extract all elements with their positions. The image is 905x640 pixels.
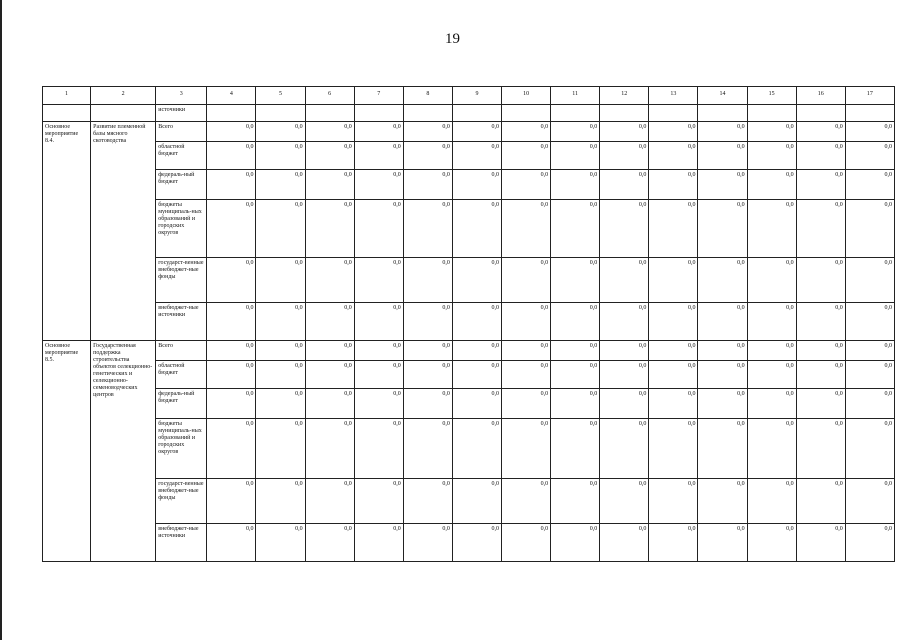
value-cell: 0,0 <box>698 341 747 361</box>
value-cell: 0,0 <box>354 142 403 170</box>
value-cell: 0,0 <box>403 142 452 170</box>
column-header: 3 <box>156 87 207 105</box>
value-cell: 0,0 <box>256 303 305 341</box>
value-cell: 0,0 <box>207 142 256 170</box>
value-cell: 0,0 <box>256 341 305 361</box>
funding-source: бюджеты муниципаль-ных образований и городских округов <box>156 200 207 258</box>
measure-title: Основное мероприятие 8.4. <box>43 122 91 341</box>
value-cell: 0,0 <box>747 122 796 142</box>
value-cell: 0,0 <box>403 389 452 419</box>
value-cell: 0,0 <box>551 170 600 200</box>
value-cell: 0,0 <box>796 122 845 142</box>
value-cell: 0,0 <box>551 361 600 389</box>
empty-cell <box>502 105 551 122</box>
value-cell: 0,0 <box>452 389 501 419</box>
table-row <box>43 122 895 142</box>
column-header: 17 <box>845 87 894 105</box>
table-row <box>43 341 895 361</box>
value-cell: 0,0 <box>403 303 452 341</box>
value-cell: 0,0 <box>305 389 354 419</box>
value-cell: 0,0 <box>698 419 747 479</box>
value-cell: 0,0 <box>796 524 845 562</box>
value-cell: 0,0 <box>649 479 698 524</box>
value-cell: 0,0 <box>354 479 403 524</box>
budget-table <box>42 86 895 562</box>
value-cell: 0,0 <box>600 361 649 389</box>
column-header: 7 <box>354 87 403 105</box>
column-header: 4 <box>207 87 256 105</box>
column-header: 12 <box>600 87 649 105</box>
value-cell: 0,0 <box>747 479 796 524</box>
value-cell: 0,0 <box>796 303 845 341</box>
value-cell: 0,0 <box>649 258 698 303</box>
measure-description: Государственная поддержка строительства объектов селекционно-генетических и селекционно-семеноводческих центров <box>91 341 156 562</box>
value-cell: 0,0 <box>600 389 649 419</box>
table-row <box>43 200 895 258</box>
carry-row <box>43 105 895 122</box>
value-cell: 0,0 <box>845 170 894 200</box>
value-cell: 0,0 <box>502 303 551 341</box>
value-cell: 0,0 <box>403 479 452 524</box>
value-cell: 0,0 <box>698 258 747 303</box>
funding-source: внебюджет-ные источники <box>156 303 207 341</box>
value-cell: 0,0 <box>305 122 354 142</box>
value-cell: 0,0 <box>354 122 403 142</box>
value-cell: 0,0 <box>649 341 698 361</box>
value-cell: 0,0 <box>747 258 796 303</box>
value-cell: 0,0 <box>305 361 354 389</box>
value-cell: 0,0 <box>747 303 796 341</box>
value-cell: 0,0 <box>305 479 354 524</box>
value-cell: 0,0 <box>207 122 256 142</box>
column-header: 11 <box>551 87 600 105</box>
value-cell: 0,0 <box>551 200 600 258</box>
measure-description: Развитие племенной базы мясного скотоводства <box>91 122 156 341</box>
value-cell: 0,0 <box>452 200 501 258</box>
value-cell: 0,0 <box>796 389 845 419</box>
value-cell: 0,0 <box>305 200 354 258</box>
value-cell: 0,0 <box>207 200 256 258</box>
value-cell: 0,0 <box>354 258 403 303</box>
header-row <box>43 87 895 105</box>
value-cell: 0,0 <box>354 361 403 389</box>
table-row <box>43 303 895 341</box>
value-cell: 0,0 <box>747 361 796 389</box>
funding-source: внебюджет-ные источники <box>156 524 207 562</box>
value-cell: 0,0 <box>551 258 600 303</box>
value-cell: 0,0 <box>305 170 354 200</box>
value-cell: 0,0 <box>600 303 649 341</box>
value-cell: 0,0 <box>452 361 501 389</box>
value-cell: 0,0 <box>747 200 796 258</box>
value-cell: 0,0 <box>256 479 305 524</box>
value-cell: 0,0 <box>207 258 256 303</box>
value-cell: 0,0 <box>747 419 796 479</box>
empty-cell <box>452 105 501 122</box>
value-cell: 0,0 <box>796 142 845 170</box>
value-cell: 0,0 <box>796 170 845 200</box>
value-cell: 0,0 <box>600 122 649 142</box>
value-cell: 0,0 <box>305 341 354 361</box>
value-cell: 0,0 <box>698 303 747 341</box>
column-header: 8 <box>403 87 452 105</box>
value-cell: 0,0 <box>354 524 403 562</box>
funding-source: федераль-ный бюджет <box>156 389 207 419</box>
column-header: 9 <box>452 87 501 105</box>
value-cell: 0,0 <box>207 479 256 524</box>
value-cell: 0,0 <box>698 361 747 389</box>
empty-cell <box>698 105 747 122</box>
value-cell: 0,0 <box>305 303 354 341</box>
value-cell: 0,0 <box>551 524 600 562</box>
value-cell: 0,0 <box>256 142 305 170</box>
value-cell: 0,0 <box>600 479 649 524</box>
value-cell: 0,0 <box>747 389 796 419</box>
value-cell: 0,0 <box>649 200 698 258</box>
value-cell: 0,0 <box>502 361 551 389</box>
value-cell: 0,0 <box>256 524 305 562</box>
value-cell: 0,0 <box>796 479 845 524</box>
value-cell: 0,0 <box>502 341 551 361</box>
value-cell: 0,0 <box>796 419 845 479</box>
value-cell: 0,0 <box>305 258 354 303</box>
value-cell: 0,0 <box>305 419 354 479</box>
column-header: 14 <box>698 87 747 105</box>
value-cell: 0,0 <box>649 142 698 170</box>
value-cell: 0,0 <box>649 419 698 479</box>
value-cell: 0,0 <box>354 200 403 258</box>
value-cell: 0,0 <box>207 524 256 562</box>
table-row <box>43 142 895 170</box>
value-cell: 0,0 <box>649 122 698 142</box>
empty-cell <box>551 105 600 122</box>
value-cell: 0,0 <box>207 389 256 419</box>
value-cell: 0,0 <box>698 122 747 142</box>
empty-cell <box>796 105 845 122</box>
value-cell: 0,0 <box>551 142 600 170</box>
value-cell: 0,0 <box>502 419 551 479</box>
value-cell: 0,0 <box>649 303 698 341</box>
table-row <box>43 258 895 303</box>
value-cell: 0,0 <box>403 200 452 258</box>
empty-cell <box>403 105 452 122</box>
value-cell: 0,0 <box>698 524 747 562</box>
empty-cell <box>43 105 91 122</box>
empty-cell <box>256 105 305 122</box>
value-cell: 0,0 <box>845 200 894 258</box>
value-cell: 0,0 <box>698 170 747 200</box>
value-cell: 0,0 <box>452 419 501 479</box>
value-cell: 0,0 <box>502 142 551 170</box>
value-cell: 0,0 <box>796 341 845 361</box>
table-row <box>43 389 895 419</box>
value-cell: 0,0 <box>698 389 747 419</box>
table-row <box>43 524 895 562</box>
funding-source: государст-венные внебюджет-ные фонды <box>156 258 207 303</box>
page-left-edge <box>0 0 2 640</box>
value-cell: 0,0 <box>354 341 403 361</box>
value-cell: 0,0 <box>600 258 649 303</box>
table-row <box>43 361 895 389</box>
value-cell: 0,0 <box>354 389 403 419</box>
value-cell: 0,0 <box>305 524 354 562</box>
value-cell: 0,0 <box>207 341 256 361</box>
value-cell: 0,0 <box>796 361 845 389</box>
value-cell: 0,0 <box>256 122 305 142</box>
value-cell: 0,0 <box>502 389 551 419</box>
value-cell: 0,0 <box>354 303 403 341</box>
value-cell: 0,0 <box>551 389 600 419</box>
value-cell: 0,0 <box>649 524 698 562</box>
value-cell: 0,0 <box>649 170 698 200</box>
empty-cell <box>207 105 256 122</box>
funding-source: источники <box>156 105 207 122</box>
value-cell: 0,0 <box>256 258 305 303</box>
empty-cell <box>305 105 354 122</box>
value-cell: 0,0 <box>845 361 894 389</box>
measure-title: Основное мероприятие 8.5. <box>43 341 91 562</box>
empty-cell <box>747 105 796 122</box>
value-cell: 0,0 <box>747 524 796 562</box>
value-cell: 0,0 <box>845 524 894 562</box>
value-cell: 0,0 <box>403 122 452 142</box>
value-cell: 0,0 <box>403 419 452 479</box>
column-header: 5 <box>256 87 305 105</box>
value-cell: 0,0 <box>698 142 747 170</box>
table-row <box>43 419 895 479</box>
empty-cell <box>354 105 403 122</box>
value-cell: 0,0 <box>502 258 551 303</box>
value-cell: 0,0 <box>551 341 600 361</box>
column-header: 16 <box>796 87 845 105</box>
value-cell: 0,0 <box>403 170 452 200</box>
value-cell: 0,0 <box>207 361 256 389</box>
value-cell: 0,0 <box>747 170 796 200</box>
value-cell: 0,0 <box>502 170 551 200</box>
column-header: 13 <box>649 87 698 105</box>
value-cell: 0,0 <box>452 142 501 170</box>
value-cell: 0,0 <box>403 258 452 303</box>
value-cell: 0,0 <box>403 524 452 562</box>
column-header: 1 <box>43 87 91 105</box>
value-cell: 0,0 <box>452 479 501 524</box>
value-cell: 0,0 <box>600 341 649 361</box>
table-row <box>43 479 895 524</box>
funding-source: федераль-ный бюджет <box>156 170 207 200</box>
column-header: 10 <box>502 87 551 105</box>
value-cell: 0,0 <box>207 303 256 341</box>
value-cell: 0,0 <box>502 479 551 524</box>
value-cell: 0,0 <box>747 341 796 361</box>
value-cell: 0,0 <box>600 200 649 258</box>
column-header: 6 <box>305 87 354 105</box>
funding-source: государст-венные внебюджет-ные фонды <box>156 479 207 524</box>
value-cell: 0,0 <box>207 419 256 479</box>
value-cell: 0,0 <box>354 419 403 479</box>
empty-cell <box>845 105 894 122</box>
value-cell: 0,0 <box>796 258 845 303</box>
value-cell: 0,0 <box>649 389 698 419</box>
empty-cell <box>649 105 698 122</box>
funding-source: областной бюджет <box>156 361 207 389</box>
value-cell: 0,0 <box>502 524 551 562</box>
value-cell: 0,0 <box>452 303 501 341</box>
value-cell: 0,0 <box>452 524 501 562</box>
value-cell: 0,0 <box>747 142 796 170</box>
funding-source: областной бюджет <box>156 142 207 170</box>
column-header: 2 <box>91 87 156 105</box>
value-cell: 0,0 <box>600 419 649 479</box>
value-cell: 0,0 <box>698 479 747 524</box>
funding-source: бюджеты муниципаль-ных образований и городских округов <box>156 419 207 479</box>
value-cell: 0,0 <box>845 142 894 170</box>
value-cell: 0,0 <box>256 200 305 258</box>
value-cell: 0,0 <box>502 200 551 258</box>
funding-source: Всего <box>156 341 207 361</box>
value-cell: 0,0 <box>207 170 256 200</box>
value-cell: 0,0 <box>502 122 551 142</box>
value-cell: 0,0 <box>600 524 649 562</box>
funding-source: Всего <box>156 122 207 142</box>
value-cell: 0,0 <box>452 341 501 361</box>
value-cell: 0,0 <box>403 361 452 389</box>
value-cell: 0,0 <box>452 258 501 303</box>
value-cell: 0,0 <box>845 419 894 479</box>
value-cell: 0,0 <box>845 303 894 341</box>
value-cell: 0,0 <box>649 361 698 389</box>
value-cell: 0,0 <box>256 389 305 419</box>
value-cell: 0,0 <box>845 341 894 361</box>
value-cell: 0,0 <box>698 200 747 258</box>
value-cell: 0,0 <box>256 170 305 200</box>
value-cell: 0,0 <box>256 361 305 389</box>
value-cell: 0,0 <box>403 341 452 361</box>
value-cell: 0,0 <box>845 258 894 303</box>
empty-cell <box>600 105 649 122</box>
value-cell: 0,0 <box>551 303 600 341</box>
value-cell: 0,0 <box>551 122 600 142</box>
value-cell: 0,0 <box>600 142 649 170</box>
column-header: 15 <box>747 87 796 105</box>
value-cell: 0,0 <box>845 122 894 142</box>
value-cell: 0,0 <box>551 419 600 479</box>
value-cell: 0,0 <box>845 479 894 524</box>
value-cell: 0,0 <box>796 200 845 258</box>
value-cell: 0,0 <box>845 389 894 419</box>
value-cell: 0,0 <box>256 419 305 479</box>
value-cell: 0,0 <box>600 170 649 200</box>
table-row <box>43 170 895 200</box>
value-cell: 0,0 <box>305 142 354 170</box>
empty-cell <box>91 105 156 122</box>
value-cell: 0,0 <box>452 122 501 142</box>
value-cell: 0,0 <box>354 170 403 200</box>
value-cell: 0,0 <box>551 479 600 524</box>
value-cell: 0,0 <box>452 170 501 200</box>
page-number: 19 <box>445 31 460 47</box>
